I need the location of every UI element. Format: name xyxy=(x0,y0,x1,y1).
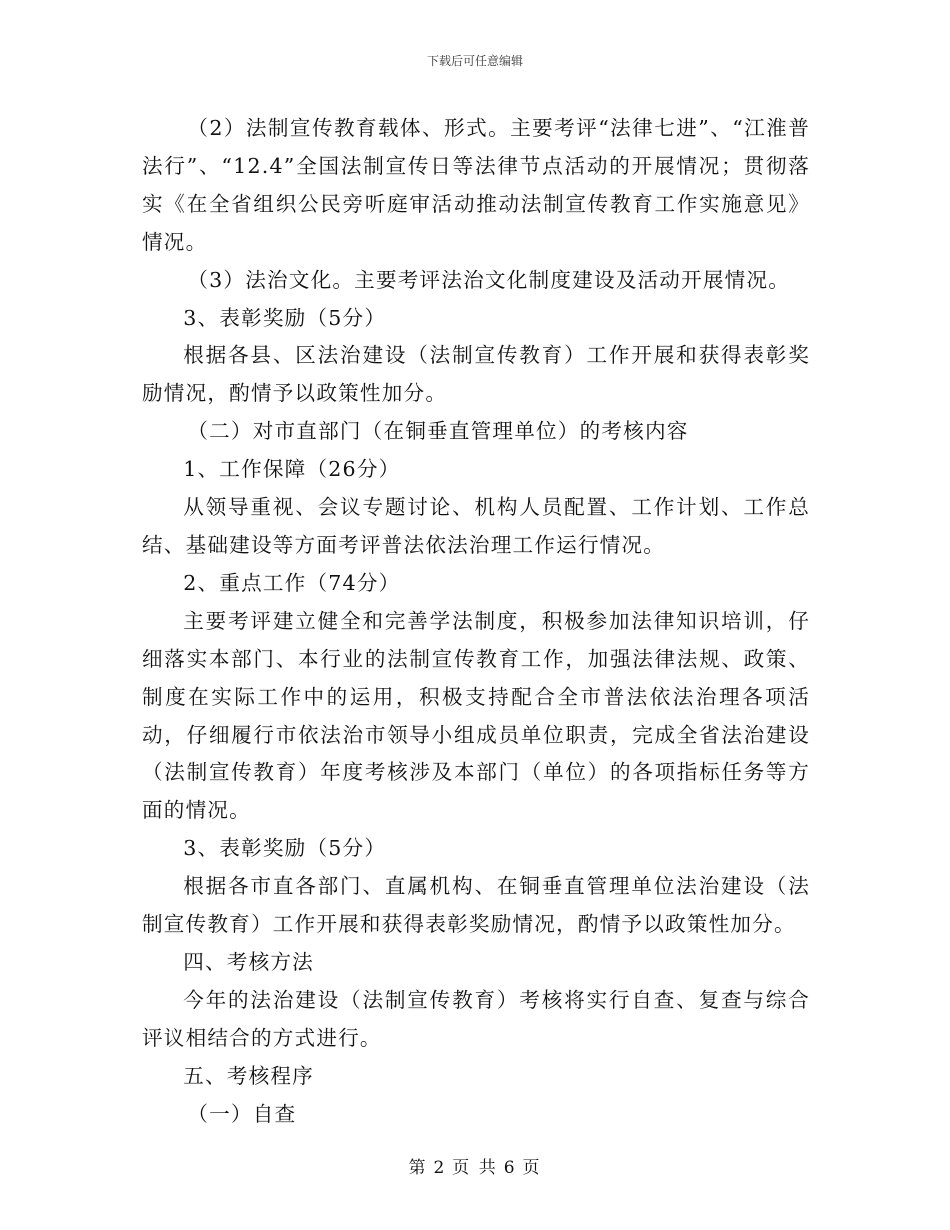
paragraph-legal-culture: （3）法治文化。主要考评法治文化制度建设及活动开展情况。 xyxy=(187,267,791,292)
section-heading-awards-county: 3、表彰奖励（5分） xyxy=(183,305,387,330)
paragraph-awards-county: 根据各县、区法治建设（法制宣传教育）工作开展和获得表彰奖励情况，酌情予以政策性加分。 xyxy=(142,343,810,406)
paragraph-awards-city: 根据各市直各部门、直属机构、在铜垂直管理单位法治建设（法制宣传教育）工作开展和获得表彰奖励情况，酌情予以政策性加分。 xyxy=(142,874,810,937)
paragraph-assessment-method: 今年的法治建设（法制宣传教育）考核将实行自查、复查与综合评议相结合的方式进行。 xyxy=(142,987,810,1050)
footer-suffix: 页 xyxy=(522,1158,542,1178)
page-footer xyxy=(0,1153,950,1178)
paragraph-key-work: 主要考评建立健全和完善学法制度，积极参加法律知识培训，仔细落实本部门、本行业的法制宣传教育工作，加强法律法规、政策、制度在实际工作中的运用，积极支持配合全市普法依法治理各项活动，仔细履行市依法治市领导小组成员单位职责，完成全省法治建设（法制宣传教育）年度考核涉及本部门（单位）的各项指标任务等方面的情况。 xyxy=(142,608,810,823)
section-heading-awards-city: 3、表彰奖励（5分） xyxy=(183,836,387,861)
page-header xyxy=(0,52,950,69)
section-heading-self-check: （一）自查 xyxy=(187,1101,297,1126)
footer-total-pages: 6 xyxy=(503,1158,517,1178)
section-heading-assessment-procedure: 五、考核程序 xyxy=(183,1063,314,1088)
section-heading-city-departments: （二）对市直部门（在铜垂直管理单位）的考核内容 xyxy=(187,419,689,444)
header-text: 下载后可任意编辑 xyxy=(426,54,523,68)
section-heading-key-work: 2、重点工作（74分） xyxy=(183,570,401,595)
footer-middle: 页 共 xyxy=(452,1158,498,1178)
document-body xyxy=(142,110,810,1133)
section-heading-assessment-method: 四、考核方法 xyxy=(183,949,314,974)
paragraph-carrier-form: （2）法制宣传教育载体、形式。主要考评“法律七进”、“江淮普法行”、“12.4”全国法制宣传日等法律节点活动的开展情况；贯彻落实《在全省组织公民旁听庭审活动推动法制宣传教育工作实施意见》情况。 xyxy=(142,116,810,254)
paragraph-work-guarantee: 从领导重视、会议专题讨论、机构人员配置、工作计划、工作总结、基础建设等方面考评普法依法治理工作运行情况。 xyxy=(142,495,810,557)
section-heading-work-guarantee: 1、工作保障（26分） xyxy=(183,457,401,482)
footer-page-number: 2 xyxy=(433,1158,447,1178)
footer-prefix: 第 xyxy=(408,1158,428,1178)
